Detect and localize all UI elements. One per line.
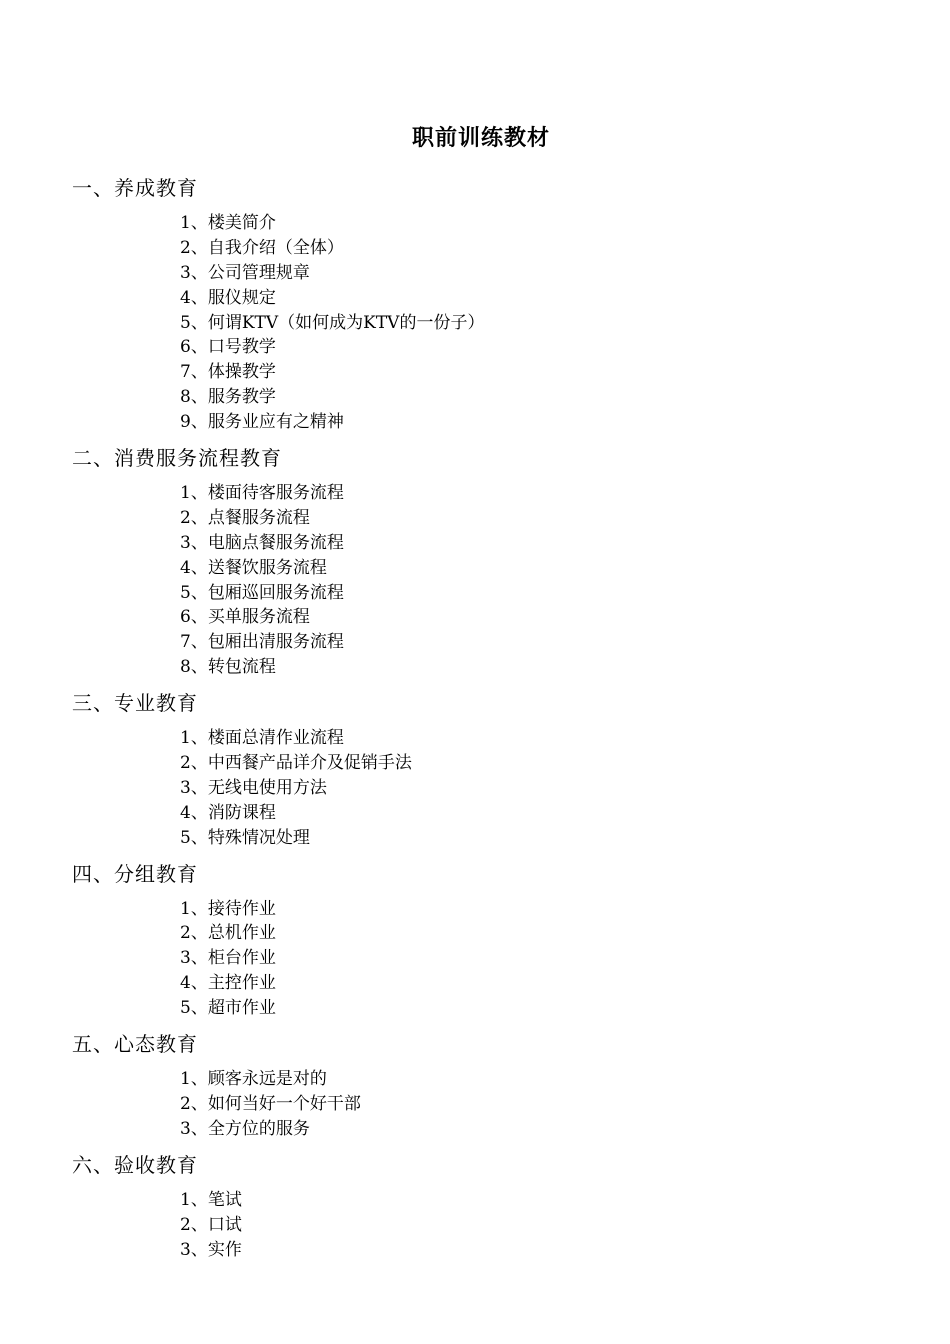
list-item: 2、如何当好一个好干部 xyxy=(180,1093,361,1114)
list-item: 6、口号教学 xyxy=(180,337,276,358)
list-item: 3、实作 xyxy=(180,1239,242,1260)
list-item: 1、接待作业 xyxy=(180,898,276,919)
list-item: 3、无线电使用方法 xyxy=(180,777,327,798)
list-item: 9、服务业应有之精神 xyxy=(180,412,344,433)
list-item: 2、自我介绍（全体） xyxy=(180,237,344,258)
list-item: 1、顾客永远是对的 xyxy=(180,1069,327,1090)
section-heading: 三、专业教育 xyxy=(72,691,198,716)
section-item-list xyxy=(72,1059,912,1150)
section-heading: 一、养成教育 xyxy=(72,176,198,200)
section-item-list xyxy=(72,1180,912,1271)
list-item: 1、楼美简介 xyxy=(180,213,276,233)
list-item: 4、消防课程 xyxy=(180,802,276,823)
list-item: 3、电脑点餐服务流程 xyxy=(180,532,344,553)
section-heading: 二、消费服务流程教育 xyxy=(72,446,282,471)
section-heading: 四、分组教育 xyxy=(72,861,198,886)
list-item: 5、何谓KTV（如何成为KTV的一份子） xyxy=(180,312,485,333)
list-item: 2、点餐服务流程 xyxy=(180,507,310,528)
list-item: 2、口试 xyxy=(180,1214,242,1235)
section-list xyxy=(72,173,912,1270)
section-heading: 六、验收教育 xyxy=(72,1152,198,1177)
list-item: 6、买单服务流程 xyxy=(180,607,310,628)
section-heading: 五、心态教育 xyxy=(72,1032,198,1057)
section-item-list xyxy=(72,718,912,858)
list-item: 2、中西餐产品详介及促销手法 xyxy=(180,753,412,774)
section xyxy=(72,1150,912,1271)
list-item: 4、主控作业 xyxy=(180,973,276,994)
list-item: 3、柜台作业 xyxy=(180,948,276,969)
list-item: 8、转包流程 xyxy=(180,657,276,678)
section xyxy=(72,173,912,443)
list-item: 7、包厢出清服务流程 xyxy=(180,632,344,653)
list-item: 5、超市作业 xyxy=(180,998,276,1019)
list-item: 8、服务教学 xyxy=(180,387,276,408)
section xyxy=(72,859,912,1029)
page-title: 职前训练教材 xyxy=(411,125,550,151)
list-item: 2、总机作业 xyxy=(180,923,276,944)
list-item: 5、特殊情况处理 xyxy=(180,827,310,848)
list-item: 3、公司管理规章 xyxy=(180,262,310,283)
list-item: 5、包厢巡回服务流程 xyxy=(180,582,344,603)
list-item: 3、全方位的服务 xyxy=(180,1118,310,1139)
section xyxy=(72,1029,912,1150)
section-item-list xyxy=(72,473,912,688)
section xyxy=(72,443,912,688)
list-item: 1、楼面总清作业流程 xyxy=(180,728,344,749)
section-item-list xyxy=(72,889,912,1029)
list-item: 7、体操教学 xyxy=(180,362,276,383)
list-item: 4、服仪规定 xyxy=(180,287,276,308)
list-item: 1、笔试 xyxy=(180,1189,242,1210)
section xyxy=(72,688,912,858)
list-item: 4、送餐饮服务流程 xyxy=(180,557,327,578)
section-item-list xyxy=(72,203,912,443)
list-item: 1、楼面待客服务流程 xyxy=(180,483,344,504)
